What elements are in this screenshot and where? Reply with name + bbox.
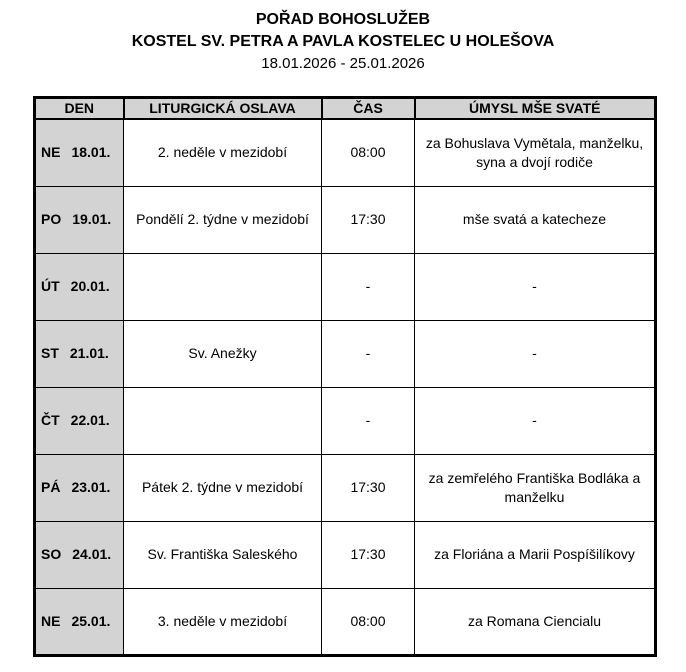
table-row <box>35 588 656 655</box>
day-cell <box>35 119 124 186</box>
time-cell: - <box>322 253 415 320</box>
day-cell <box>35 454 124 521</box>
table-row <box>35 387 656 454</box>
day-cell <box>35 521 124 588</box>
table-header-row <box>35 98 656 120</box>
liturgy-cell: 3. neděle v mezidobí <box>124 588 322 655</box>
day-cell <box>35 320 124 387</box>
day-date: 22.01. <box>70 412 110 428</box>
table-row <box>35 119 656 186</box>
liturgy-cell: Sv. Františka Saleského <box>124 521 322 588</box>
church-name-title: KOSTEL SV. PETRA A PAVLA KOSTELEC U HOLEŠOVA <box>131 33 555 50</box>
table-row <box>35 320 656 387</box>
intention-cell: mše svatá a katecheze <box>415 186 656 253</box>
liturgy-cell: Pondělí 2. týdne v mezidobí <box>124 186 322 253</box>
liturgy-cell: Sv. Anežky <box>124 320 322 387</box>
col-header-den: DEN <box>35 98 124 120</box>
day-abbr: ST <box>41 345 59 361</box>
table-row <box>35 521 656 588</box>
liturgy-cell: 2. neděle v mezidobí <box>124 119 322 186</box>
day-date: 19.01. <box>72 211 112 227</box>
day-abbr: PO <box>41 211 62 227</box>
time-cell: 17:30 <box>322 521 415 588</box>
intention-cell: - <box>415 253 656 320</box>
day-abbr: ČT <box>41 412 60 428</box>
intention-cell: za Romana Ciencialu <box>415 588 656 655</box>
col-header-intention: ÚMYSL MŠE SVATÉ <box>415 98 656 120</box>
table-row <box>35 454 656 521</box>
page-title: POŘAD BOHOSLUŽEB <box>255 11 431 28</box>
day-abbr: NE <box>41 612 61 629</box>
day-cell <box>35 253 124 320</box>
day-date: 21.01. <box>69 345 109 361</box>
day-date: 18.01. <box>71 144 111 161</box>
time-cell: - <box>322 320 415 387</box>
intention-cell: - <box>415 320 656 387</box>
day-abbr: ÚT <box>41 278 60 294</box>
day-date: 23.01. <box>71 479 111 495</box>
intention-cell: za Bohuslava Vymětala, manželku, syna a dvojí rodiče <box>415 119 656 186</box>
time-cell: 08:00 <box>322 119 415 186</box>
day-abbr: NE <box>41 144 61 161</box>
time-cell: 17:30 <box>322 186 415 253</box>
table-row <box>35 186 656 253</box>
liturgy-cell <box>124 253 322 320</box>
intention-cell: za zemřelého Františka Bodláka a manželku <box>415 454 656 521</box>
time-cell: - <box>322 387 415 454</box>
day-abbr: PÁ <box>41 479 61 495</box>
liturgy-cell <box>124 387 322 454</box>
table-row <box>35 253 656 320</box>
day-date: 20.01. <box>70 278 110 294</box>
document-header <box>0 0 686 75</box>
col-header-liturgy: LITURGICKÁ OSLAVA <box>124 98 322 120</box>
time-cell: 08:00 <box>322 588 415 655</box>
day-cell <box>35 588 124 655</box>
day-cell <box>35 186 124 253</box>
day-abbr: SO <box>41 546 62 562</box>
service-schedule-table <box>33 96 657 657</box>
day-date: 25.01. <box>71 612 111 629</box>
col-header-time: ČAS <box>322 98 415 120</box>
day-date: 24.01. <box>72 546 112 562</box>
day-cell <box>35 387 124 454</box>
intention-cell: za Floriána a Marii Pospíšilíkovy <box>415 521 656 588</box>
time-cell: 17:30 <box>322 454 415 521</box>
intention-cell: - <box>415 387 656 454</box>
date-range: 18.01.2026 - 25.01.2026 <box>261 55 425 72</box>
liturgy-cell: Pátek 2. týdne v mezidobí <box>124 454 322 521</box>
